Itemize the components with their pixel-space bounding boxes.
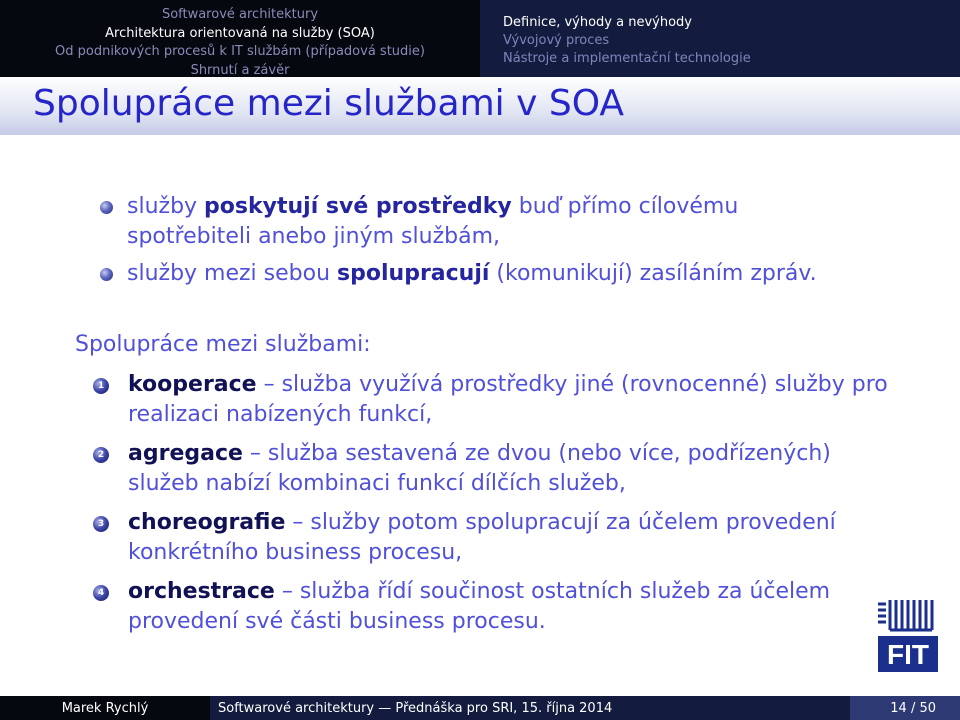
nav-subsections <box>480 0 960 77</box>
enum-item <box>93 577 893 637</box>
nav-section-item-current[interactable]: Architektura orientovaná na služby (SOA) <box>105 25 375 41</box>
enum-number-ball-icon: 3 <box>93 516 109 532</box>
bullet-text: buď přímo cílovému spotřebiteli anebo jiným službám, <box>127 194 739 249</box>
fit-logo-text: FIT <box>887 639 929 670</box>
nav-subsection-item-current[interactable]: Definice, výhody a nevýhody <box>503 15 692 30</box>
enum-number-ball-icon: 4 <box>93 585 109 601</box>
enum-term: agregace <box>128 441 243 466</box>
nav-subsection-item[interactable]: Vývojový proces <box>503 33 610 48</box>
enum-number-ball-icon: 2 <box>93 447 109 463</box>
bullet-list <box>100 192 860 296</box>
section-heading: Spolupráce mezi službami: <box>75 332 371 357</box>
bullet-ball-icon <box>100 201 113 214</box>
nav-section-item[interactable]: Shrnutí a závěr <box>190 62 290 78</box>
bullet-text: služby mezi sebou <box>127 261 338 286</box>
enum-item <box>93 439 893 499</box>
nav-section-item[interactable]: Od podnikových procesů k IT službám (případová studie) <box>55 44 425 59</box>
fit-logo-icon <box>876 596 940 676</box>
enum-description: – služby potom spolupracují za účelem provedení konkrétního business procesu, <box>128 510 836 565</box>
top-navigation <box>0 0 960 77</box>
bullet-emphasis: poskytují své prostředky <box>204 194 512 219</box>
bullet-item <box>100 259 860 289</box>
enum-term: orchestrace <box>128 579 275 604</box>
nav-subsection-item[interactable]: Nástroje a implementační technologie <box>503 51 751 66</box>
nav-section-item[interactable]: Softwarové architektury <box>161 7 319 22</box>
footer-page-number: 14 / 50 <box>850 696 960 720</box>
bullet-ball-icon <box>100 268 113 281</box>
enum-item <box>93 370 893 430</box>
enum-description: – služba sestavená ze dvou (nebo více, podřízených) služeb nabízí kombinaci funkcí dílčích služeb, <box>128 441 831 496</box>
bullet-text: služby <box>127 194 205 219</box>
enum-item <box>93 508 893 568</box>
bullet-emphasis: spolupracují <box>337 261 490 286</box>
title-band <box>0 77 960 135</box>
nav-sections <box>0 0 480 77</box>
enum-term: choreografie <box>128 510 286 535</box>
enum-description: – služba využívá prostředky jiné (rovnocenné) služby pro realizaci nabízených funkcí, <box>128 372 888 427</box>
enumerated-list <box>93 370 893 646</box>
bullet-item <box>100 192 860 252</box>
slide-title: Spolupráce mezi službami v SOA <box>33 83 625 124</box>
enum-number-ball-icon: 1 <box>93 378 109 394</box>
footer-bar <box>0 696 960 720</box>
footer-course: Softwarové architektury — Přednáška pro SRI, 15. října 2014 <box>210 696 850 720</box>
footer-author: Marek Rychlý <box>0 696 210 720</box>
enum-term: kooperace <box>128 372 257 397</box>
bullet-text: (komunikují) zasíláním zpráv. <box>489 261 817 286</box>
enum-description: – služba řídí součinost ostatních služeb za účelem provedení své části business procesu. <box>128 579 831 634</box>
